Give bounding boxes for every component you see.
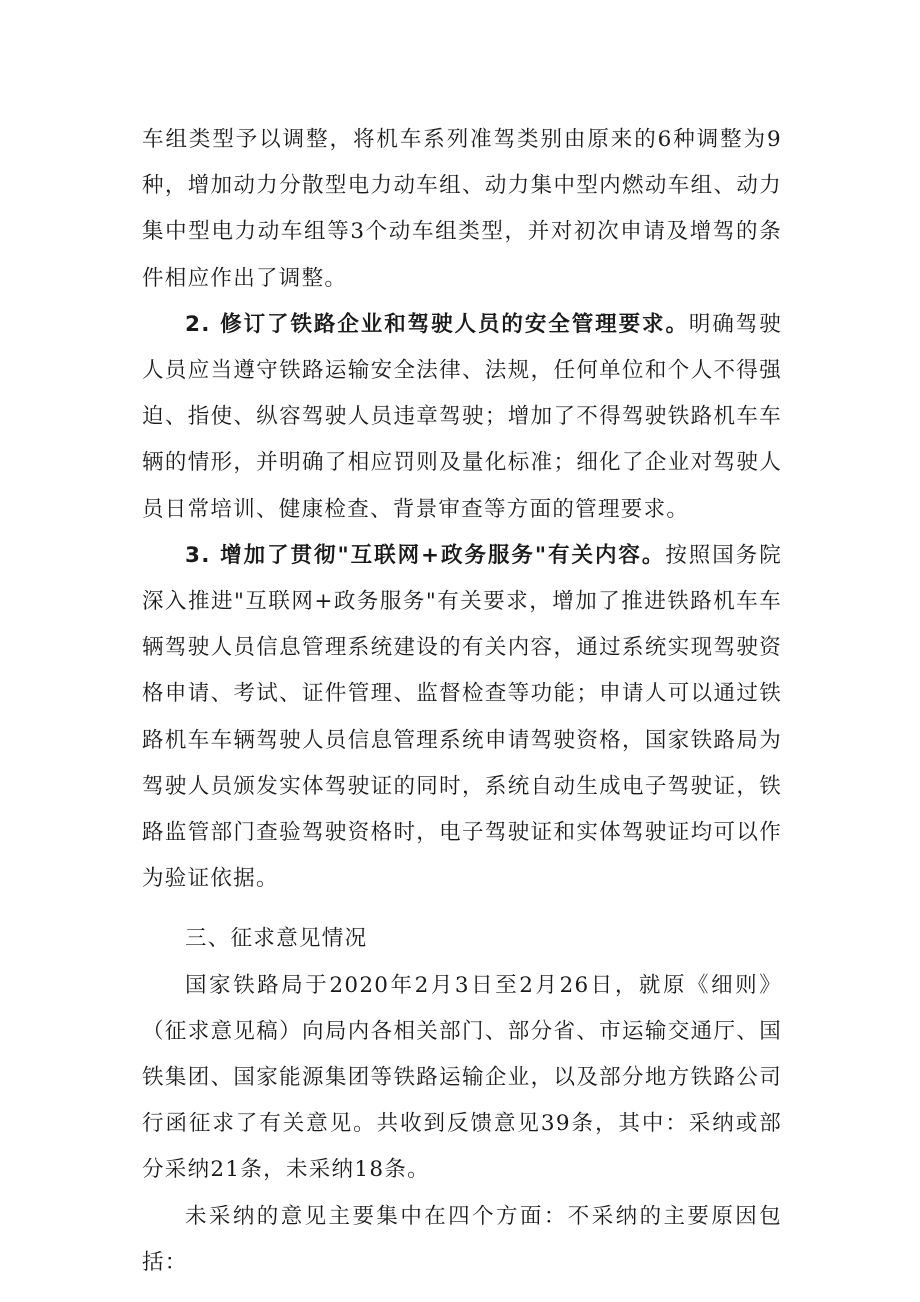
- section-3-heading: 三、征求意见情况: [185, 926, 368, 952]
- paragraph-3-title: 3. 增加了贯彻"互联网+政务服务"有关内容。: [185, 542, 666, 568]
- paragraph-5: 未采纳的意见主要集中在四个方面：不采纳的主要原因包括：: [142, 1203, 782, 1275]
- paragraph-2-title: 2. 修订了铁路企业和驾驶人员的安全管理要求。: [185, 311, 689, 337]
- paragraph-1: 车组类型予以调整，将机车系列准驾类别由原来的6种调整为9种，增加动力分散型电力动车组、动力集中型内燃动车组、动力集中型电力动车组等3个动车组类型，并对初次申请及增驾的条件相应作出了调整。: [142, 127, 782, 291]
- document-body: [142, 117, 782, 1286]
- paragraph-2-body: 明确驾驶人员应当遵守铁路运输安全法律、法规，任何单位和个人不得强迫、指使、纵容驾驶人员违章驾驶；增加了不得驾驶铁路机车车辆的情形，并明确了相应罚则及量化标准；细化了企业对驾驶人员日常培训、健康检查、背景审查等方面的管理要求。: [142, 311, 783, 522]
- paragraph-3: [142, 533, 782, 903]
- paragraph-4: 国家铁路局于2020年2月3日至2月26日，就原《细则》（征求意见稿）向局内各相关部门、部分省、市运输交通厅、国铁集团、国家能源集团等铁路运输企业，以及部分地方铁路公司行函征求了有关意见。共收到反馈意见39条，其中：采纳或部分采纳21条，未采纳18条。: [142, 972, 782, 1183]
- paragraph-2: [142, 302, 782, 533]
- paragraph-3-body: 按照国务院深入推进"互联网+政务服务"有关要求，增加了推进铁路机车车辆驾驶人员信息管理系统建设的有关内容，通过系统实现驾驶资格申请、考试、证件管理、监督检查等功能；申请人可以通过铁路机车车辆驾驶人员信息管理系统申请驾驶资格，国家铁路局为驾驶人员颁发实体驾驶证的同时，系统自动生成电子驾驶证，铁路监管部门查验驾驶资格时，电子驾驶证和实体驾驶证均可以作为验证依据。: [142, 542, 782, 892]
